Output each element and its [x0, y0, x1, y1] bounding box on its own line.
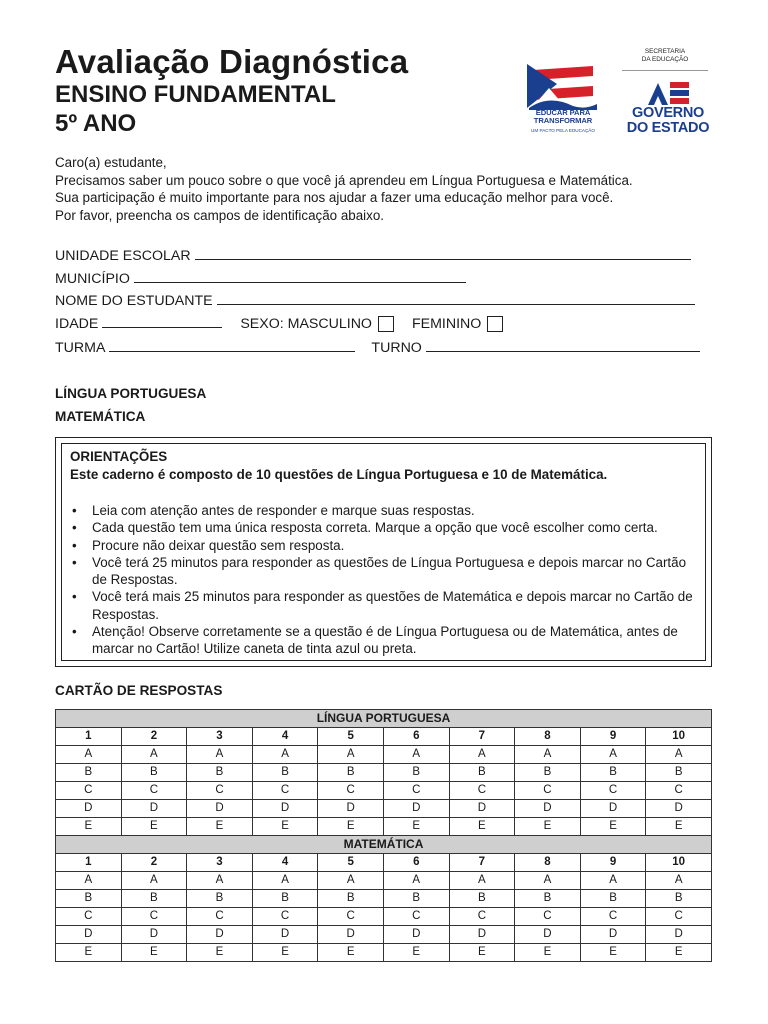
answer-bubble[interactable]: B — [515, 890, 581, 908]
answer-bubble[interactable]: D — [646, 926, 712, 944]
answer-bubble[interactable]: D — [515, 800, 581, 818]
turno-field[interactable] — [426, 337, 700, 352]
orientacoes-list — [70, 502, 703, 658]
unidade-escolar-row — [55, 245, 691, 267]
educar-para-transformar-logo — [527, 64, 599, 136]
answer-bubble[interactable]: A — [252, 746, 318, 764]
answer-bubble[interactable]: B — [187, 890, 253, 908]
option-row — [56, 872, 712, 890]
orientacoes-lead: Este caderno é composto de 10 questões de Língua Portuguesa e 10 de Matemática. — [70, 467, 608, 482]
nome-estudante-field[interactable] — [217, 290, 695, 305]
answer-bubble[interactable]: A — [515, 872, 581, 890]
answer-bubble[interactable]: E — [252, 818, 318, 836]
answer-bubble[interactable]: A — [187, 872, 253, 890]
question-number-cell: 8 — [515, 854, 581, 872]
answer-bubble[interactable]: A — [187, 746, 253, 764]
flag-logo-icon — [527, 64, 599, 110]
intro-text — [55, 154, 633, 224]
intro-line: Precisamos saber um pouco sobre o que você já aprendeu em Língua Portuguesa e Matemática. — [55, 172, 633, 188]
governo-line1: GOVERNO — [631, 105, 705, 121]
option-row — [56, 800, 712, 818]
answer-bubble[interactable]: C — [383, 908, 449, 926]
list-item: • Atenção! Observe corretamente se a questão é de Língua Portuguesa ou de Matemática, antes de marcar no Cartão! Utilize caneta de tinta azul ou preta. — [70, 623, 703, 658]
governo-line2: DO ESTADO — [626, 120, 710, 136]
orientacoes-inner-frame — [61, 443, 706, 661]
answer-bubble[interactable]: B — [318, 890, 384, 908]
cartao-title: CARTÃO DE RESPOSTAS — [55, 683, 223, 698]
answer-bubble[interactable]: D — [121, 926, 187, 944]
answer-bubble[interactable]: E — [252, 944, 318, 962]
answer-bubble[interactable]: C — [252, 908, 318, 926]
idade-field[interactable] — [102, 313, 222, 328]
intro-line: Por favor, preencha os campos de identificação abaixo. — [55, 207, 385, 223]
answer-bubble[interactable]: E — [121, 944, 187, 962]
answer-bubble[interactable]: B — [580, 890, 646, 908]
answer-bubble[interactable]: A — [318, 872, 384, 890]
answer-bubble[interactable]: E — [580, 944, 646, 962]
governo-do-estado-logo — [620, 48, 716, 138]
intro-line: Sua participação é muito importante para nos ajudar a fazer uma educação melhor para você. — [55, 190, 614, 205]
answer-bubble[interactable]: D — [383, 926, 449, 944]
list-item: • Cada questão tem uma única resposta correta. Marque a opção que você escolher como certa. — [70, 519, 703, 536]
table-section-header — [56, 836, 712, 854]
feminino-label: FEMININO — [411, 316, 482, 332]
answer-bubble[interactable]: B — [56, 890, 122, 908]
list-item: • Você terá 25 minutos para responder as questões de Língua Portuguesa e depois marcar no Cartão de Respostas. — [70, 554, 703, 589]
answer-bubble[interactable]: D — [449, 800, 515, 818]
answer-bubble[interactable]: D — [252, 800, 318, 818]
answer-bubble[interactable]: C — [449, 908, 515, 926]
answer-bubble[interactable]: C — [187, 782, 253, 800]
educar-logo-tagline: UM PACTO PELA EDUCAÇÃO — [531, 128, 595, 133]
municipio-row — [55, 268, 466, 290]
answer-bubble[interactable]: B — [252, 890, 318, 908]
answer-bubble[interactable]: A — [56, 872, 122, 890]
turno-label: TURNO — [371, 340, 422, 356]
idade-label: IDADE — [55, 316, 99, 332]
answer-bubble[interactable]: B — [318, 764, 384, 782]
question-number-cell: 6 — [383, 728, 449, 746]
answer-bubble[interactable]: D — [515, 926, 581, 944]
answer-bubble[interactable]: B — [121, 764, 187, 782]
answer-bubble[interactable]: E — [318, 944, 384, 962]
answer-bubble[interactable]: A — [56, 746, 122, 764]
answer-bubble[interactable]: B — [449, 890, 515, 908]
answer-bubble[interactable]: C — [646, 782, 712, 800]
answer-bubble[interactable]: A — [580, 872, 646, 890]
answer-bubble[interactable]: A — [646, 746, 712, 764]
educar-logo-line1: EDUCAR PARA — [535, 108, 591, 117]
answer-bubble[interactable]: C — [318, 782, 384, 800]
answer-bubble[interactable]: D — [187, 926, 253, 944]
governo-logo-name — [620, 106, 716, 136]
answer-bubble[interactable]: E — [580, 818, 646, 836]
unidade-escolar-field[interactable] — [195, 245, 691, 260]
option-row — [56, 746, 712, 764]
question-number-cell: 4 — [252, 854, 318, 872]
answer-bubble[interactable]: E — [383, 818, 449, 836]
list-item: • Você terá mais 25 minutos para responder as questões de Matemática e depois marcar no Cartão de Respostas. — [70, 588, 703, 623]
question-number-cell: 10 — [646, 728, 712, 746]
turma-field[interactable] — [109, 337, 355, 352]
answer-bubble[interactable]: A — [318, 746, 384, 764]
answer-bubble[interactable]: E — [515, 818, 581, 836]
answer-bubble[interactable]: B — [383, 764, 449, 782]
question-number-cell: 2 — [121, 854, 187, 872]
municipio-label: MUNICÍPIO — [55, 271, 130, 287]
answer-bubble[interactable]: E — [646, 944, 712, 962]
question-number-cell: 3 — [187, 728, 253, 746]
answer-bubble[interactable]: A — [121, 746, 187, 764]
answer-bubble[interactable]: D — [318, 800, 384, 818]
answer-bubble[interactable]: B — [121, 890, 187, 908]
question-number-cell: 2 — [121, 728, 187, 746]
answer-bubble[interactable]: B — [56, 764, 122, 782]
answer-bubble[interactable]: A — [383, 746, 449, 764]
answer-bubble[interactable]: D — [56, 800, 122, 818]
list-item: • Leia com atenção antes de responder e marque suas respostas. — [70, 502, 703, 519]
page-subtitle: ENSINO FUNDAMENTAL — [55, 81, 336, 108]
educar-logo-line2: TRANSFORMAR — [533, 116, 593, 125]
nome-estudante-label: NOME DO ESTUDANTE — [55, 293, 213, 309]
question-number-cell: 5 — [318, 728, 384, 746]
option-row — [56, 908, 712, 926]
answer-bubble[interactable]: A — [449, 746, 515, 764]
option-row — [56, 890, 712, 908]
masculino-checkbox[interactable] — [378, 316, 394, 332]
answer-bubble[interactable]: B — [515, 764, 581, 782]
answer-bubble[interactable]: B — [383, 890, 449, 908]
question-number-cell: 10 — [646, 854, 712, 872]
option-row — [56, 764, 712, 782]
orientacoes-title: ORIENTAÇÕES — [70, 449, 168, 464]
answer-bubble[interactable]: E — [121, 818, 187, 836]
answer-bubble[interactable]: C — [121, 908, 187, 926]
answer-bubble[interactable]: B — [449, 764, 515, 782]
answer-bubble[interactable]: A — [121, 872, 187, 890]
question-number-cell: 9 — [580, 728, 646, 746]
answer-bubble[interactable]: D — [646, 800, 712, 818]
orientacoes-box — [55, 437, 712, 667]
answer-bubble[interactable]: C — [515, 782, 581, 800]
answer-bubble[interactable]: E — [449, 818, 515, 836]
answer-bubble[interactable]: E — [318, 818, 384, 836]
turma-label: TURMA — [55, 340, 106, 356]
table-section-header — [56, 710, 712, 728]
option-row — [56, 782, 712, 800]
answer-bubble[interactable]: D — [318, 926, 384, 944]
option-row — [56, 944, 712, 962]
answer-bubble[interactable]: D — [252, 926, 318, 944]
answer-bubble[interactable]: C — [187, 908, 253, 926]
answer-bubble[interactable]: E — [515, 944, 581, 962]
answer-bubble[interactable]: A — [646, 872, 712, 890]
answer-bubble[interactable]: C — [318, 908, 384, 926]
educar-logo-name — [527, 109, 599, 125]
page-title: Avaliação Diagnóstica — [55, 43, 409, 80]
secretaria-line1: SECRETARIA — [644, 48, 686, 55]
option-row — [56, 818, 712, 836]
question-number-cell: 9 — [580, 854, 646, 872]
question-number-cell: 4 — [252, 728, 318, 746]
answer-bubble[interactable]: D — [580, 926, 646, 944]
option-row — [56, 926, 712, 944]
question-number-cell: 1 — [56, 854, 122, 872]
secretaria-line2: DA EDUCAÇÃO — [641, 55, 689, 63]
answer-bubble[interactable]: E — [187, 944, 253, 962]
question-number-cell: 3 — [187, 854, 253, 872]
question-number-cell: 7 — [449, 854, 515, 872]
answer-bubble[interactable]: B — [187, 764, 253, 782]
answer-bubble[interactable]: B — [646, 764, 712, 782]
answer-bubble[interactable]: E — [383, 944, 449, 962]
answer-bubble[interactable]: A — [449, 872, 515, 890]
answer-bubble[interactable]: C — [121, 782, 187, 800]
nome-estudante-row — [55, 290, 695, 312]
section-matematica: MATEMÁTICA — [55, 409, 146, 424]
answer-bubble[interactable]: D — [383, 800, 449, 818]
intro-greeting: Caro(a) estudante, — [55, 155, 167, 170]
answer-bubble[interactable]: A — [383, 872, 449, 890]
list-item: • Procure não deixar questão sem resposta. — [70, 537, 703, 554]
state-emblem-icon — [646, 79, 690, 107]
answer-bubble[interactable]: A — [252, 872, 318, 890]
question-number-row — [56, 728, 712, 746]
answer-bubble[interactable]: D — [121, 800, 187, 818]
answer-bubble[interactable]: C — [56, 908, 122, 926]
answer-bubble[interactable]: A — [580, 746, 646, 764]
answer-bubble[interactable]: D — [187, 800, 253, 818]
question-number-cell: 8 — [515, 728, 581, 746]
unidade-escolar-label: UNIDADE ESCOLAR — [55, 248, 191, 264]
question-number-row — [56, 854, 712, 872]
answer-bubble[interactable]: A — [515, 746, 581, 764]
municipio-field[interactable] — [134, 268, 466, 283]
grade-label: 5º ANO — [55, 110, 137, 137]
answer-bubble[interactable]: E — [187, 818, 253, 836]
answer-bubble[interactable]: C — [56, 782, 122, 800]
answer-bubble[interactable]: E — [56, 944, 122, 962]
answer-bubble[interactable]: C — [515, 908, 581, 926]
answer-bubble[interactable]: E — [56, 818, 122, 836]
answer-bubble[interactable]: B — [646, 890, 712, 908]
answer-bubble[interactable]: C — [580, 908, 646, 926]
feminino-checkbox[interactable] — [487, 316, 503, 332]
turma-turno-row — [55, 337, 700, 359]
sexo-label: SEXO: MASCULINO — [240, 316, 372, 332]
answer-bubble[interactable]: C — [580, 782, 646, 800]
answer-card-table — [55, 709, 712, 962]
answer-bubble[interactable]: D — [580, 800, 646, 818]
question-number-cell: 6 — [383, 854, 449, 872]
answer-bubble[interactable]: D — [56, 926, 122, 944]
section-title-cell: MATEMÁTICA — [56, 836, 712, 854]
answer-bubble[interactable]: C — [252, 782, 318, 800]
answer-bubble[interactable]: C — [449, 782, 515, 800]
section-title-cell: LÍNGUA PORTUGUESA — [56, 710, 712, 728]
question-number-cell: 1 — [56, 728, 122, 746]
question-number-cell: 7 — [449, 728, 515, 746]
answer-bubble[interactable]: D — [449, 926, 515, 944]
answer-bubble[interactable]: E — [449, 944, 515, 962]
answer-bubble[interactable]: C — [383, 782, 449, 800]
answer-bubble[interactable]: B — [252, 764, 318, 782]
section-portugues: LÍNGUA PORTUGUESA — [55, 386, 207, 401]
answer-bubble[interactable]: C — [646, 908, 712, 926]
answer-bubble[interactable]: E — [646, 818, 712, 836]
answer-bubble[interactable]: B — [580, 764, 646, 782]
idade-sexo-row — [55, 313, 503, 335]
secretaria-label — [620, 48, 710, 63]
logo-divider — [622, 70, 708, 71]
question-number-cell: 5 — [318, 854, 384, 872]
